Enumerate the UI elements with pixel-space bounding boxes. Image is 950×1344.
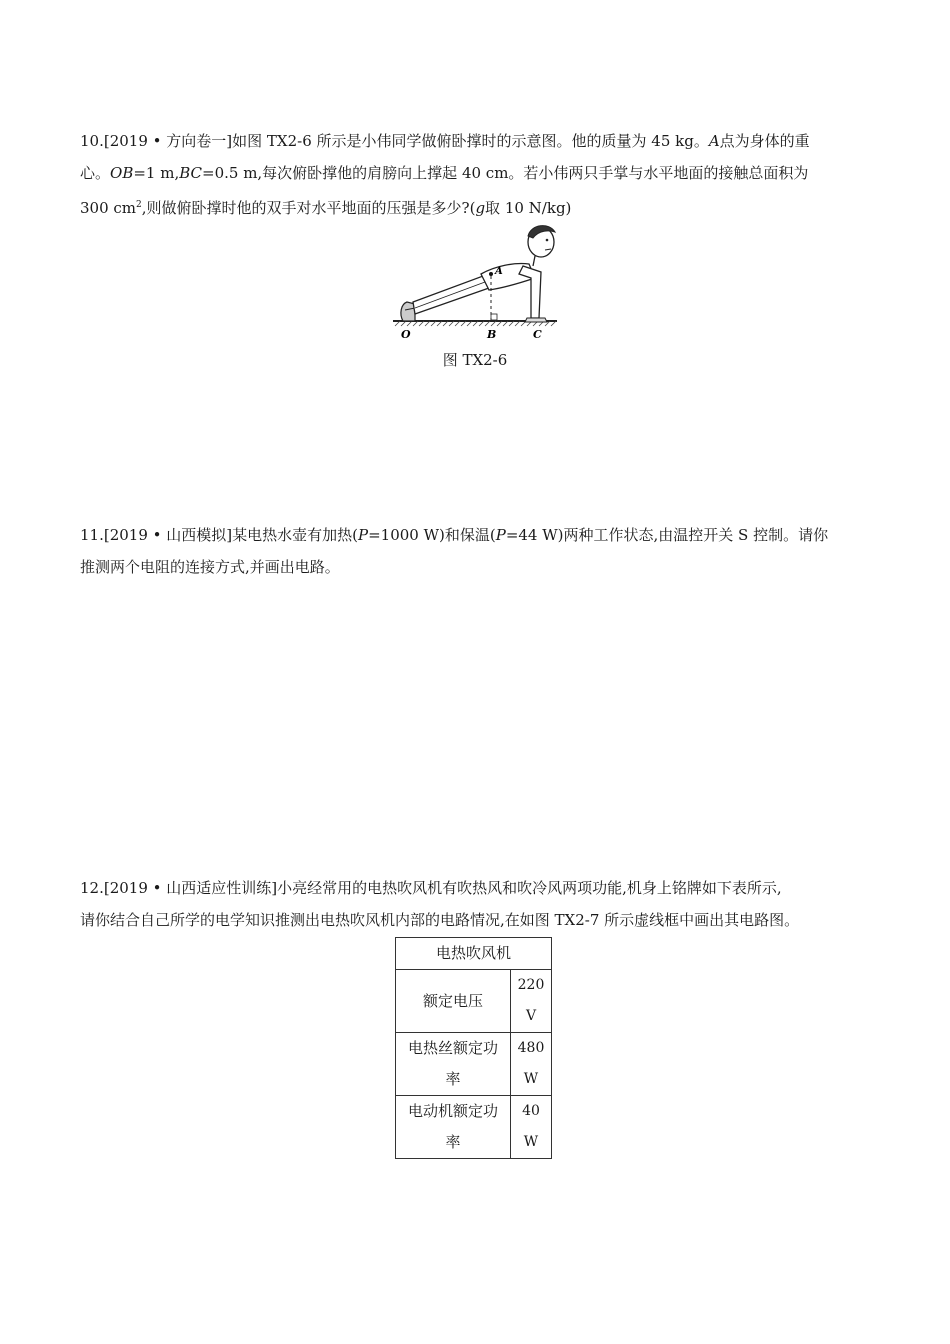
table-cell-value: 480 W xyxy=(511,1033,552,1096)
question-text: 请你结合自己所学的电学知识推测出电热吹风机内部的电路情况,在如图 TX2-7 所示虚线框中画出其电路图。 xyxy=(80,911,800,929)
question-number: 10. xyxy=(80,132,104,150)
question-text: ,则做俯卧撑时他的双手对水平地面的压强是多少?( xyxy=(141,199,476,217)
variable: g xyxy=(475,199,486,217)
label-line: 率 xyxy=(445,1133,461,1151)
pushup-figure xyxy=(385,218,565,346)
question-text: 推测两个电阻的连接方式,并画出电路。 xyxy=(80,558,340,576)
question-text: 心。 xyxy=(80,164,111,182)
question-text: 点为身体的重 xyxy=(719,132,810,150)
question-source: [2019 • 方向卷一] xyxy=(103,132,233,150)
hand xyxy=(525,318,547,322)
question-text: 取 10 N/kg) xyxy=(485,199,572,217)
question-text: 小亮经常用的电热吹风机有吹热风和吹冷风两项功能,机身上铭牌如下表所示, xyxy=(277,879,782,897)
table-cell-value: 40 W xyxy=(511,1096,552,1159)
label-a: A xyxy=(495,266,503,277)
nameplate-table xyxy=(395,937,552,1159)
table-row xyxy=(396,1096,552,1159)
label-line: 电热丝额定功 xyxy=(407,1039,498,1057)
question-text: =44 W)两种工作状态,由温控开关 S 控制。请你 xyxy=(505,526,829,544)
figure-caption: 图 TX2-6 xyxy=(442,351,508,369)
question-text: 如图 TX2-6 所示是小伟同学做俯卧撑时的示意图。他的质量为 45 kg。 xyxy=(232,132,709,150)
label-b: B xyxy=(487,328,497,341)
right-angle-mark xyxy=(491,314,497,320)
question-11 xyxy=(80,519,872,583)
label-c: C xyxy=(533,328,542,341)
table-title-row xyxy=(396,938,552,970)
variable: BC xyxy=(179,164,202,182)
question-10 xyxy=(80,125,872,224)
question-12 xyxy=(80,872,872,936)
question-text: =1 m, xyxy=(133,164,180,182)
variable: P xyxy=(495,526,506,544)
table-title: 电热吹风机 xyxy=(396,938,552,970)
label-o: O xyxy=(401,328,411,341)
table-cell-label xyxy=(396,1096,511,1159)
question-text: =0.5 m,每次俯卧撑他的肩膀向上撑起 40 cm。若小伟两只手掌与水平地面的接触总面积为 xyxy=(202,164,809,182)
variable: OB xyxy=(110,164,134,182)
superscript: 2 xyxy=(136,200,142,210)
table-cell-label xyxy=(396,1033,511,1096)
question-text: 300 cm xyxy=(80,199,137,217)
question-text: 某电热水壶有加热( xyxy=(232,526,358,544)
variable: A xyxy=(708,132,720,150)
variable: P xyxy=(357,526,369,544)
question-number: 12. xyxy=(80,879,104,897)
table-cell-label xyxy=(396,970,511,1033)
label-line: 额定电压 xyxy=(422,991,483,1010)
question-number: 11. xyxy=(80,526,104,544)
question-text: =1000 W)和保温( xyxy=(368,526,496,544)
label-line: 电动机额定功 xyxy=(407,1102,498,1120)
label-line: 率 xyxy=(445,1070,461,1088)
center-of-gravity-point xyxy=(489,272,493,276)
question-source: [2019 • 山西模拟] xyxy=(103,526,233,544)
table-cell-value: 220 V xyxy=(511,970,552,1033)
arm xyxy=(519,266,541,318)
question-source: [2019 • 山西适应性训练] xyxy=(103,879,278,897)
table-row xyxy=(396,970,552,1033)
table-row xyxy=(396,1033,552,1096)
